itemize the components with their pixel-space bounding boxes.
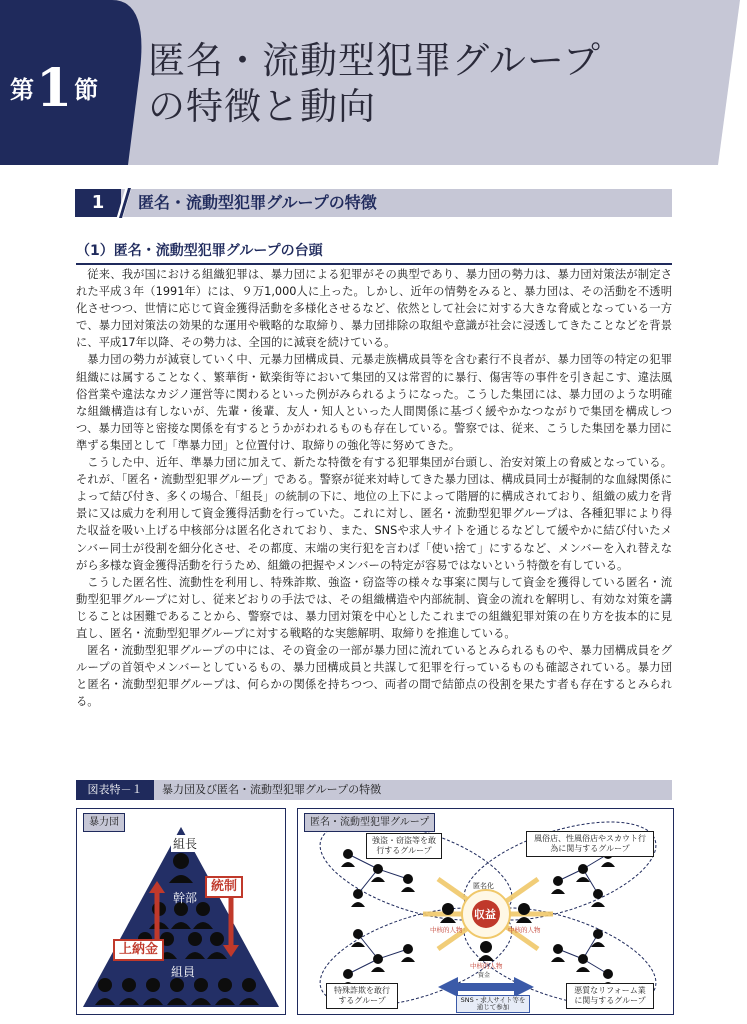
title-line-2: の特徴と動向 xyxy=(148,85,376,128)
group-fraud-label: 特殊詐欺を敢行するグループ xyxy=(326,983,398,1009)
section-prefix: 第 xyxy=(10,75,34,104)
yakuza-panel xyxy=(76,808,286,1015)
paragraph-4: こうした匿名性、流動性を利用し、特殊詐欺、強盗・窃盗等の様々な事案に関与して資金を獲得している匿名・流動型犯罪グループに対し、従来どおりの手法では、その組織構造や内部統制、資金の流れを解明し、有効な対策を講じることは困難であることから、警察では、暴力団対策を中心としたこれまでの組織犯罪対策の在り方を抜本的に見直し、匿名・流動型犯罪グループに対する戦略的な実態解明、取締りを推進している。 xyxy=(76,575,672,640)
section-number-badge xyxy=(10,58,130,119)
anonymous-group-panel xyxy=(297,808,674,1015)
paragraph-3: こうした中、近年、準暴力団に加えて、新たな特徴を有する犯罪集団が台頭し、治安対策上の脅威となっている。それが、「匿名・流動型犯罪グループ」である。警察が従来対峙してきた暴力団は、構成員同士が擬制的な血縁関係によって結び付き、多くの場合、「組長」の統制の下に、地位の上下によって階層的に構成されており、組織の威力を背景に又は威力を利用して資金獲得活動を行っていた。これに対し、匿名・流動型犯罪グループは、各種犯罪により得た収益を吸い上げる中核部分は匿名化されており、また、SNSや求人サイトを通じるなどして緩やかに結び付いたメンバー同士が役割を細分化させ、その都度、末端の実行犯を言わば「使い捨て」にするなど、メンバーを入れ替えながら多様な資金獲得活動を行うため、組織の把握やメンバーの特定が容易ではないという特徴を有している。 xyxy=(76,456,672,572)
label-tribute: 上納金 xyxy=(113,939,164,961)
figure-tag: 図表特－１ xyxy=(76,780,154,800)
core-person-label-left: 中核的人物 xyxy=(430,926,463,934)
group-fuzoku-label: 風俗店、性風俗店やスカウト行為に関与するグループ xyxy=(526,831,654,857)
label-control: 統制 xyxy=(205,876,243,898)
sns-label: SNS・求人サイト等を通じて参加 xyxy=(456,995,530,1013)
page-title xyxy=(148,38,601,130)
section-heading-number: 1 xyxy=(75,189,121,217)
label-members: 組員 xyxy=(171,965,196,979)
group-robbery-label: 強盗・窃盗等を敢行するグループ xyxy=(366,833,442,859)
slash-decoration xyxy=(116,186,132,220)
paragraph-2: 暴力団の勢力が減衰していく中、元暴力団構成員、元暴走族構成員等を含む素行不良者が、暴力団等の特定の犯罪組織には属することなく、繁華街・歓楽街等において集団的又は常習的に暴行、傷害等の事件を引き起こす、違法風俗営業や違法なカジノ運営等に関わるといった例がみられるようになった。こうした集団には、暴力団のような明確な組織構造は有しないが、先輩・後輩、友人・知人といった人間関係に基づく緩やかなつながりで集団を構成しつつ、暴力団等と密接な関係を有するとうかがわれるものも存在している。警察では、従来、こうした集団を暴力団に準ずる集団として「準暴力団」と位置付け、取締りの強化等に努めてきた。 xyxy=(76,353,672,452)
yakuza-panel-label: 暴力団 xyxy=(83,813,125,832)
label-boss: 組長 xyxy=(173,837,198,851)
label-executives: 幹部 xyxy=(173,891,198,905)
section-heading-title: 匿名・流動型犯罪グループの特徴 xyxy=(138,193,377,212)
anonymous-group-panel-label: 匿名・流動型犯罪グループ xyxy=(304,813,435,832)
subsection-rule xyxy=(76,263,672,265)
group-reform-label: 悪質なリフォーム業に関与するグループ xyxy=(566,983,654,1009)
core-person-label-right: 中核的人物 xyxy=(508,926,541,934)
paragraph-1: 従来、我が国における組織犯罪は、暴力団による犯罪がその典型であり、暴力団の勢力は、暴力団対策法が制定された平成３年（1991年）には、９万1,000人に上った。しかし、近年の情勢をみると、暴力団は、その活動を不透明化させつつ、世情に応じて資金獲得活動を多様化させるなど、依然として社会に対する大きな脅威となっている一方で、暴力団対策法の効果的な運用や戦略的な取締り、暴力団排除の取組や意識が社会に浸透してきたことなどを背景に、平成17年以降、その勢力は、全国的に減衰を続けている。 xyxy=(76,268,672,350)
section-suffix: 節 xyxy=(74,75,99,104)
section-number: 1 xyxy=(36,58,73,119)
figure-title: 暴力団及び匿名・流動型犯罪グループの特徴 xyxy=(162,783,382,796)
capital-label: 資金 xyxy=(478,972,491,979)
anonymized-label: 匿名化 xyxy=(473,882,494,890)
title-line-1: 匿名・流動型犯罪グループ xyxy=(148,39,602,82)
body-text xyxy=(76,266,672,710)
paragraph-5: 匿名・流動型犯罪グループの中には、その資金の一部が暴力団に流れているとみられるものや、暴力団構成員をグループの首領やメンバーとしているもの、暴力団構成員と共謀して犯罪を行っているものも確認されている。暴力団と匿名・流動型犯罪グループは、何らかの関係を持ちつつ、両者の間で結節点の役割を果たす者も存在するとみられる。 xyxy=(76,644,672,709)
core-person-label-bottom: 中核的人物 xyxy=(470,962,503,970)
subsection-title: （1）匿名・流動型犯罪グループの台頭 xyxy=(76,243,323,259)
profit-label: 収益 xyxy=(474,908,496,921)
